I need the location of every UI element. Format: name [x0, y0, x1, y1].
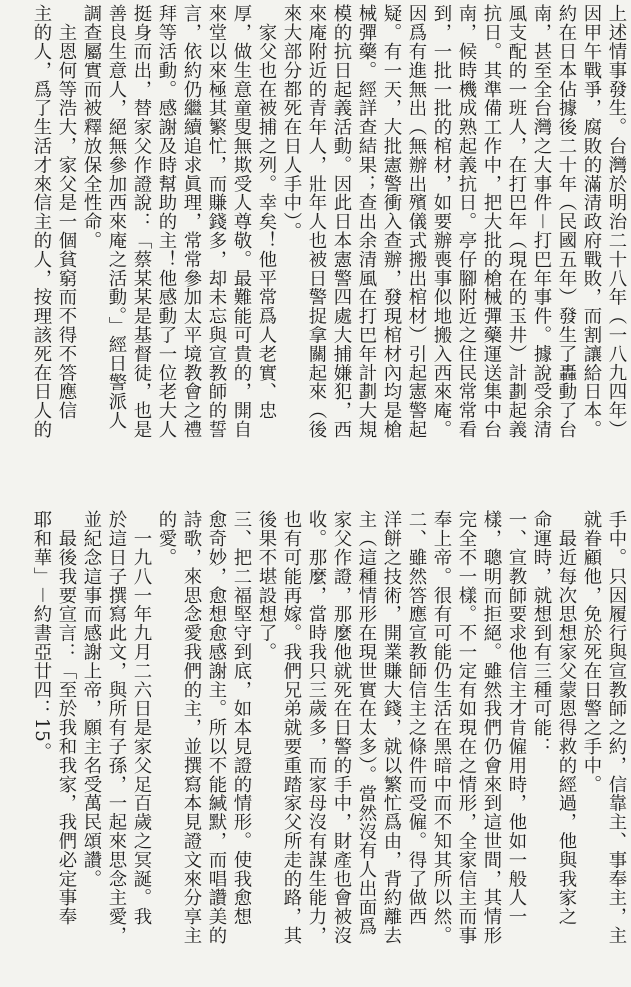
text-column: 詩歌，來思念愛我們的主，並撰寫本見證文來分享主 [181, 510, 202, 945]
text-column: 疑。有一天，大批憲警衝入查辦，發現棺材內均是槍 [381, 4, 402, 439]
text-column: 南，甚至全台灣之大事件－打巴年事件。據說受余清 [531, 4, 552, 439]
text-column: 愈奇妙，愈想愈感謝主。所以不能緘默，而唱讚美的 [206, 510, 227, 945]
text-column: 的愛。 [156, 510, 177, 567]
text-column: 就眷顧他，免於死在日警之手中。 [581, 510, 602, 794]
text-column: 來堂以來極其繁忙，而賺錢多，却未忘與宣教師的誓 [206, 4, 227, 439]
text-column: 因甲午戰爭，腐敗的滿清政府戰敗，而割讓給日本。 [581, 4, 602, 439]
text-column: 風支配的一班人，在打巴年（現在的玉井）計劃起義 [506, 4, 527, 439]
text-column: 收。那麼，當時我只三歲多，而家母沒有謀生能力， [306, 510, 327, 945]
text-column: 奉上帝。很有可能仍生活在黑暗中而不知其所以然。 [431, 510, 452, 945]
text-column: 來庵附近的青年人，壯年人也被日警捉拿關起來（後 [306, 4, 327, 439]
text-column: 也有可能再嫁。我們兄弟就要重踏家父所走的路，其 [281, 510, 302, 945]
text-column: 上述情事發生。台灣於明治二十八年（一八九四年） [606, 4, 627, 439]
text-column: 拜等活動。感謝及時幫助的主！他感動了一位老大人 [156, 4, 177, 439]
text-column: 約在日本佔據後二十年（民國五年）發生了轟動了台 [556, 4, 577, 439]
text-column: 洋餅之技術，開業賺大錢，就以繁忙爲由，背約離去 [381, 510, 402, 945]
text-column: 主的人，爲了生活才來信主的人，按理該死在日人的 [31, 4, 52, 439]
text-column: 三、把二福堅守到底，如本見證的情形。使我愈想 [231, 510, 252, 926]
upper-text-block [2, 4, 629, 480]
text-column: 並紀念這事而感謝上帝，願主名受萬民頌讚。 [81, 510, 102, 888]
text-column: 命運時，就想到有三種可能： [531, 510, 552, 756]
text-column: 耶和華」－約書亞廿四：15。 [31, 510, 52, 762]
text-column: 一九八一年九月二六日是家父足百歲之冥誕。我 [131, 510, 152, 926]
text-column: 言，依約仍繼續追求眞理，常常參加太平境教會之禮 [181, 4, 202, 439]
text-column: 主恩何等浩大，家父是一個貧窮而不得不答應信 [56, 4, 77, 420]
text-column: 手中。只因履行與宣教師之約，信靠主、事奉主，主 [606, 510, 627, 945]
text-column: 家父也在被捕之列。幸矣！他平常爲人老實、忠 [256, 4, 277, 420]
text-column: 完全不一樣。不一定有如現在之情形，全家信主而事 [456, 510, 477, 945]
text-column: 挺身而出，替家父作證說：「蔡某某是基督徒，也是 [131, 4, 152, 439]
text-column: 最近每次思想家父蒙恩得救的經過，他與我家之 [556, 510, 577, 926]
text-column: 厚，做生意童叟無欺受人尊敬。最難能可貴的，開自 [231, 4, 252, 439]
text-column: 一、宣教師要求他信主才肯僱用時，他如一般人一 [506, 510, 527, 926]
text-column: 到，一批一批的棺材，如要辦喪事似地搬入西來庵。 [431, 4, 452, 439]
text-column: 於這日子撰寫此文，與所有子孫，一起來思念主愛， [106, 510, 127, 945]
text-column: 南，候時機成熟起義抗日。亭仔腳附近之住民常常看 [456, 4, 477, 439]
text-column: 主（這種情形在現世實在太多）。當然沒有人出面爲 [356, 510, 377, 936]
text-column: 來大部分都死在日人手中）。 [281, 4, 302, 241]
text-column: 後果不堪設想了。 [256, 510, 277, 662]
text-column: 家父作證，那麼他就死在日警的手中，財產也會被沒 [331, 510, 352, 945]
text-column: 械彈藥。經詳查結果；查出余清風在打巴年計劃大規 [356, 4, 377, 439]
text-column: 調查屬實而被釋放保全性命。 [81, 4, 102, 250]
text-column: 模的抗日起義活動。因此日本憲警四處大捕嫌犯，西 [331, 4, 352, 439]
text-column: 因爲有進無出（無辦出殯儀式搬出棺材）引起憲警起 [406, 4, 427, 439]
text-column: 善良生意人，絕無參加西來庵之活動。」經日警派人 [106, 4, 127, 430]
text-column: 樣，聰明而拒絕。雖然我們仍會來到這世間，其情形 [481, 510, 502, 945]
text-column: 抗日。其準備工作中，把大批的槍械彈藥運送集中台 [481, 4, 502, 439]
text-column: 二、雖然答應宣教師信主之條件而受僱。得了做西 [406, 510, 427, 926]
lower-text-block [2, 510, 629, 984]
text-column: 最後我要宣言：「至於我和我家，我們必定事奉 [56, 510, 77, 926]
